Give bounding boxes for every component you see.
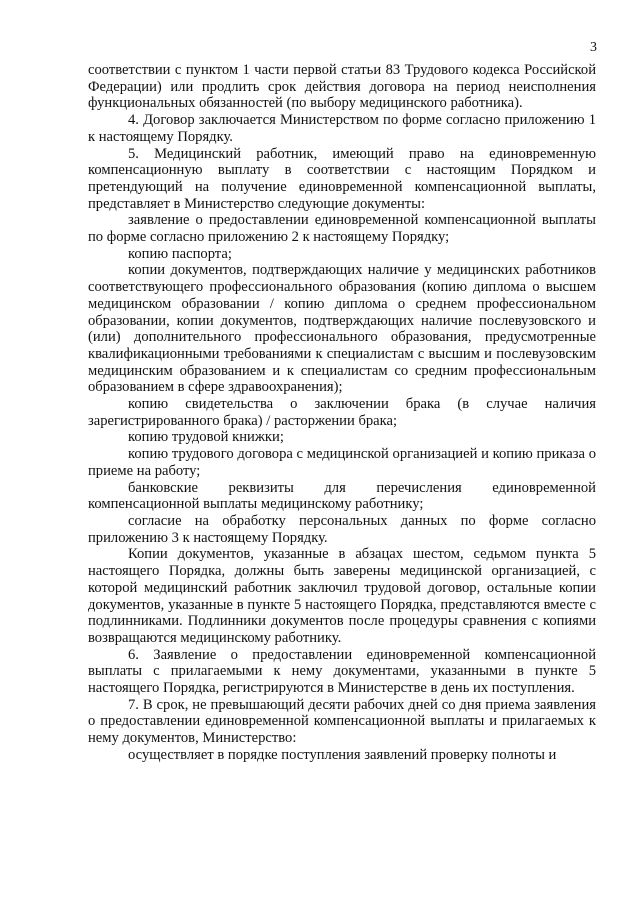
- list-item-verification: осуществляет в порядке поступления заявлений проверку полноты и: [128, 746, 557, 763]
- paragraph-clause-4: 4. Договор заключается Министерством по форме согласно приложению 1 к настоящему Порядку.: [88, 112, 596, 145]
- paragraph-clause-5: 5. Медицинский работник, имеющий право на единовременную компенсационную выплату в соответствии с настоящим Порядком и претендующий на получение единовременной компенсационной выплаты, представляет в Министерство следующие документы:: [88, 145, 596, 212]
- list-item-application: заявление о предоставлении единовременной компенсационной выплаты по форме согласно приложению 2 к настоящему Порядку;: [88, 212, 596, 246]
- paragraph-continuation: соответствии с пунктом 1 части первой статьи 83 Трудового кодекса Российской Федерации) или продлить срок действия договора на период неисполнения функциональных обязанностей (по выбору медицинского работника).: [88, 62, 596, 112]
- document-body: [88, 62, 596, 764]
- list-item-bank-details: банковские реквизиты для перечисления единовременной компенсационной выплаты медицинскому работнику;: [88, 479, 596, 513]
- list-item-marriage-certificate: копию свидетельства о заключении брака (в случае наличия зарегистрированного брака) / расторжении брака;: [88, 396, 596, 429]
- paragraph-clause-7: 7. В срок, не превышающий десяти рабочих дней со дня приема заявления о предоставлении единовременной компенсационной выплаты и прилагаемых к нему документов, Министерство:: [88, 696, 596, 747]
- list-item-education-docs: копии документов, подтверждающих наличие у медицинских работников соответствующего профессионального образования (копию диплома о высшем медицинском образовании / копию диплома о среднем профессиональном образовании, копии документов, подтверждающих наличие послевузовского и (или) дополнительного профессионального образования, предусмотренные квалификационными требованиями к специалистам с высшим и послевузовским медицинским образованием и к специалистам со средним профессиональным образованием в сфере здравоохранения);: [88, 262, 596, 396]
- list-item-employment-contract: копию трудового договора с медицинской организацией и копию приказа о приеме на работу;: [88, 446, 596, 479]
- list-item-passport: копию паспорта;: [128, 245, 232, 262]
- paragraph-clause-6: 6. Заявление о предоставлении единовременной компенсационной выплаты с прилагаемыми к нему документами, указанными в пункте 5 настоящего Порядка, регистрируются в Министерстве в день их поступления.: [88, 646, 596, 697]
- list-item-data-consent: согласие на обработку персональных данных по форме согласно приложению 3 к настоящему Порядку.: [88, 512, 596, 546]
- list-item-work-book: копию трудовой книжки;: [128, 429, 284, 446]
- page-number: 3: [590, 40, 597, 55]
- paragraph-copies-certification: Копии документов, указанные в абзацах шестом, седьмом пункта 5 настоящего Порядка, должны быть заверены медицинской организацией, с которой медицинский работник заключил трудовой договор, остальные копии документов, указанные в пункте 5 настоящего Порядка, представляются вместе с подлинниками. Подлинники документов после процедуры сравнения с копиями возвращаются медицинскому работнику.: [88, 546, 596, 646]
